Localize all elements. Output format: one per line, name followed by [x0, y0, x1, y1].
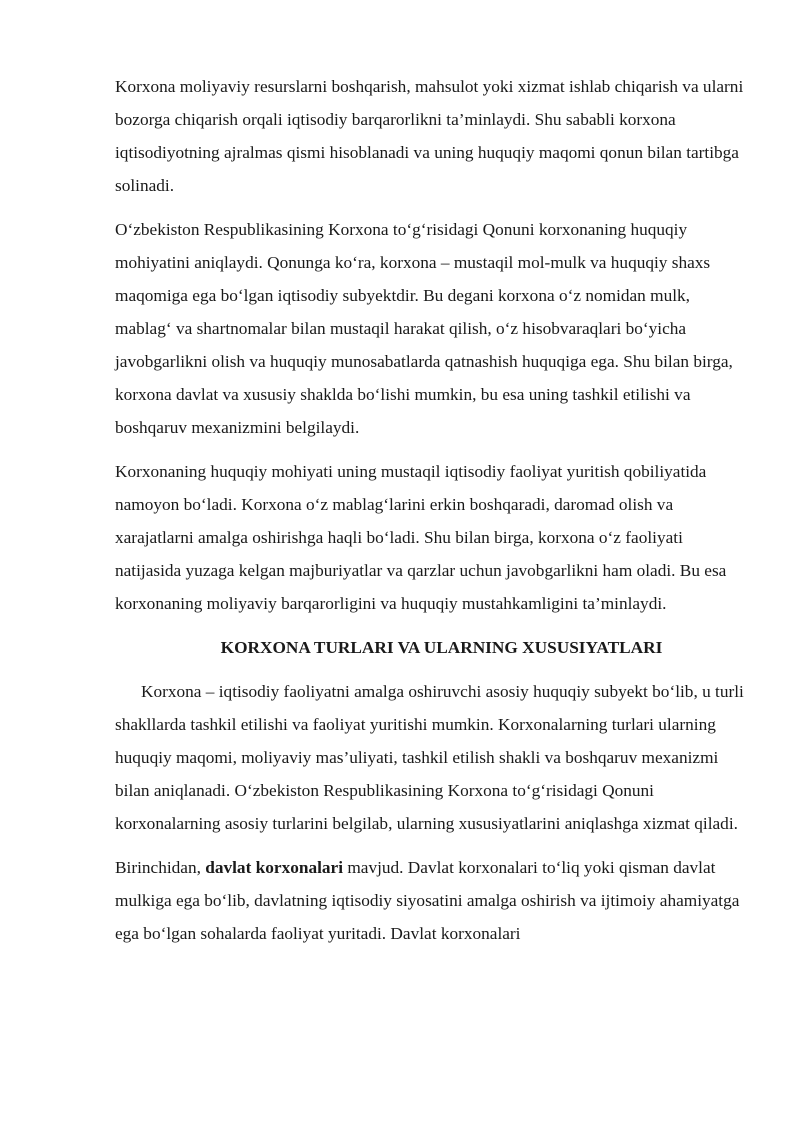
paragraph-5-lead: Birinchidan, [115, 858, 206, 877]
document-body [115, 70, 750, 961]
paragraph-4: Korxona – iqtisodiy faoliyatni amalga oshiruvchi asosiy huquqiy subyekt bo‘lib, u turli shakllarda tashkil etilishi va faoliyat yuritishi mumkin. Korxonalarning turlari ularning huquqiy maqomi, moliyaviy mas’uliyati, tashkil etilish shakli va boshqaruv mexanizmi bilan aniqlanadi. O‘zbekiston Respublikasining Korxona to‘g‘risidagi Qonuni korxonalarning asosiy turlarini belgilab, ularning xususiyatlarini aniqlashga xizmat qiladi. [115, 682, 744, 833]
paragraph-2: O‘zbekiston Respublikasining Korxona to‘g‘risidagi Qonuni korxonaning huquqiy mohiyatini aniqlaydi. Qonunga ko‘ra, korxona – mustaqil mol-mulk va huquqiy shaxs maqomiga ega bo‘lgan iqtisodiy subyektdir. Bu degani korxona o‘z nomidan mulk, mablag‘ va shartnomalar bilan mustaqil harakat qilish, o‘z hisobvaraqlari bo‘yicha javobgarlikni olish va huquqiy munosabatlarda qatnashish huquqiga ega. Shu bilan birga, korxona davlat va xususiy shaklda bo‘lishi mumkin, bu esa uning tashkil etilishi va boshqaruv mexanizmini belgilaydi. [115, 220, 733, 437]
paragraph-1: Korxona moliyaviy resurslarni boshqarish, mahsulot yoki xizmat ishlab chiqarish va ularni bozorga chiqarish orqali iqtisodiy barqarorlikni ta’minlaydi. Shu sababli korxona iqtisodiyotning ajralmas qismi hisoblanadi va uning huquqiy maqomi qonun bilan tartibga solinadi. [115, 77, 744, 195]
paragraph-5-bold-term: davlat korxonalari [205, 858, 344, 877]
section-heading: KORXONA TURLARI VA ULARNING XUSUSIYATLARI [220, 638, 663, 657]
paragraph-3: Korxonaning huquqiy mohiyati uning mustaqil iqtisodiy faoliyat yuritish qobiliyatida namoyon bo‘ladi. Korxona o‘z mablag‘larini erkin boshqaradi, daromad olish va xarajatlarni amalga oshirishga haqli bo‘ladi. Shu bilan birga, korxona o‘z faoliyati natijasida yuzaga kelgan majburiyatlar va qarzlar uchun javobgarlikni ham oladi. Bu esa korxonaning moliyaviy barqarorligini va huquqiy mustahkamligini ta’minlaydi. [115, 462, 727, 613]
paragraph-5-rest: mavjud. Davlat korxonalari to‘liq yoki qisman davlat mulkiga ega bo‘lib, davlatning iqtisodiy siyosatini amalga oshirish va ijtimoiy ahamiyatga ega bo‘lgan sohalarda faoliyat yuritadi. Davlat korxonalari [115, 858, 740, 943]
paragraph-5 [115, 851, 750, 950]
